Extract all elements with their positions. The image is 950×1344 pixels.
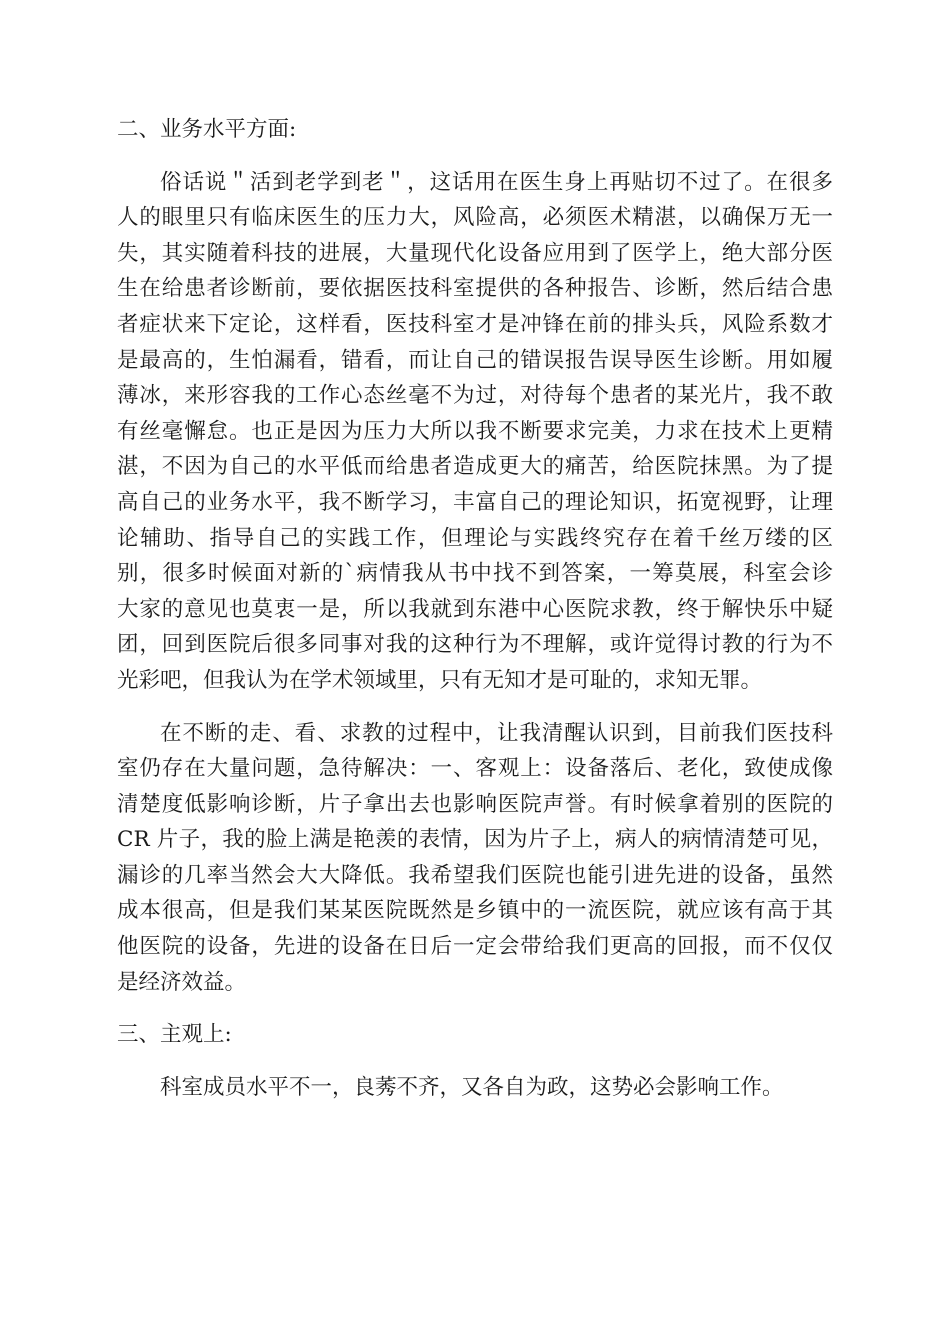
document-page bbox=[117, 112, 833, 1105]
text-line: 者症状来下定论，这样看，医技科室才是冲锋在前的排头兵，风险系数才 bbox=[117, 311, 833, 337]
text-line: 科室成员水平不一，良莠不齐，又各自为政，这势必会影响工作。 bbox=[160, 1074, 784, 1100]
text-line: 他医院的设备，先进的设备在日后一定会带给我们更高的回报，而不仅仅 bbox=[117, 934, 833, 960]
text-line: 有丝毫懈怠。也正是因为压力大所以我不断要求完美，力求在技术上更精 bbox=[117, 418, 833, 444]
text-line: 高自己的业务水平，我不断学习，丰富自己的理论知识，拓宽视野，让理 bbox=[117, 489, 833, 515]
text-line: 清楚度低影响诊断，片子拿出去也影响医院声誉。有时候拿着别的医院的 bbox=[117, 791, 833, 817]
text-line: 别，很多时候面对新的`病情我从书中找不到答案，一筹莫展，科室会诊 bbox=[117, 561, 833, 587]
text-line: 人的眼里只有临床医生的压力大，风险高，必须医术精湛，以确保万无一 bbox=[117, 205, 833, 231]
text-line: 漏诊的几率当然会大大降低。我希望我们医院也能引进先进的设备，虽然 bbox=[117, 862, 833, 888]
section-2 bbox=[117, 112, 833, 1000]
section-heading: 三、主观上: bbox=[117, 1022, 232, 1048]
text-line: 是最高的，生怕漏看，错看，而让自己的错误报告误导医生诊断。用如履 bbox=[117, 347, 833, 373]
text-line: 论辅助、指导自己的实践工作，但理论与实践终究存在着千丝万缕的区 bbox=[117, 525, 833, 551]
text-line: 湛，不因为自己的水平低而给患者造成更大的痛苦，给医院抹黑。为了提 bbox=[117, 454, 833, 480]
text-line: 成本很高，但是我们某某医院既然是乡镇中的一流医院，就应该有高于其 bbox=[117, 898, 833, 924]
text-line: 失，其实随着科技的进展，大量现代化设备应用到了医学上，绝大部分医 bbox=[117, 240, 833, 266]
section-3 bbox=[117, 1017, 833, 1105]
text-line: 生在给患者诊断前，要依据医技科室提供的各种报告、诊断，然后结合患 bbox=[117, 276, 833, 302]
text-line: 俗话说＂活到老学到老＂，这话用在医生身上再贴切不过了。在很多 bbox=[160, 169, 833, 195]
text-line: 是经济效益。 bbox=[117, 969, 247, 995]
paragraph bbox=[117, 1070, 833, 1106]
text-line: 室仍存在大量问题，急待解决：一、客观上：设备落后、老化，致使成像 bbox=[117, 756, 833, 782]
section-heading: 二、业务水平方面: bbox=[117, 117, 297, 142]
text-line: 薄冰，来形容我的工作心态丝毫不为过，对待每个患者的某光片，我不敢 bbox=[117, 383, 833, 409]
paragraph bbox=[117, 165, 833, 699]
text-line: CR 片子，我的脸上满是艳羡的表情，因为片子上，病人的病情清楚可见， bbox=[117, 827, 833, 853]
text-line: 在不断的走、看、求教的过程中，让我清醒认识到，目前我们医技科 bbox=[160, 720, 833, 746]
text-line: 光彩吧，但我认为在学术领域里，只有无知才是可耻的，求知无罪。 bbox=[117, 667, 763, 693]
text-line: 团，回到医院后很多同事对我的这种行为不理解，或许觉得讨教的行为不 bbox=[117, 632, 833, 658]
text-line: 大家的意见也莫衷一是，所以我就到东港中心医院求教，终于解快乐中疑 bbox=[117, 596, 833, 622]
paragraph bbox=[117, 716, 833, 1001]
